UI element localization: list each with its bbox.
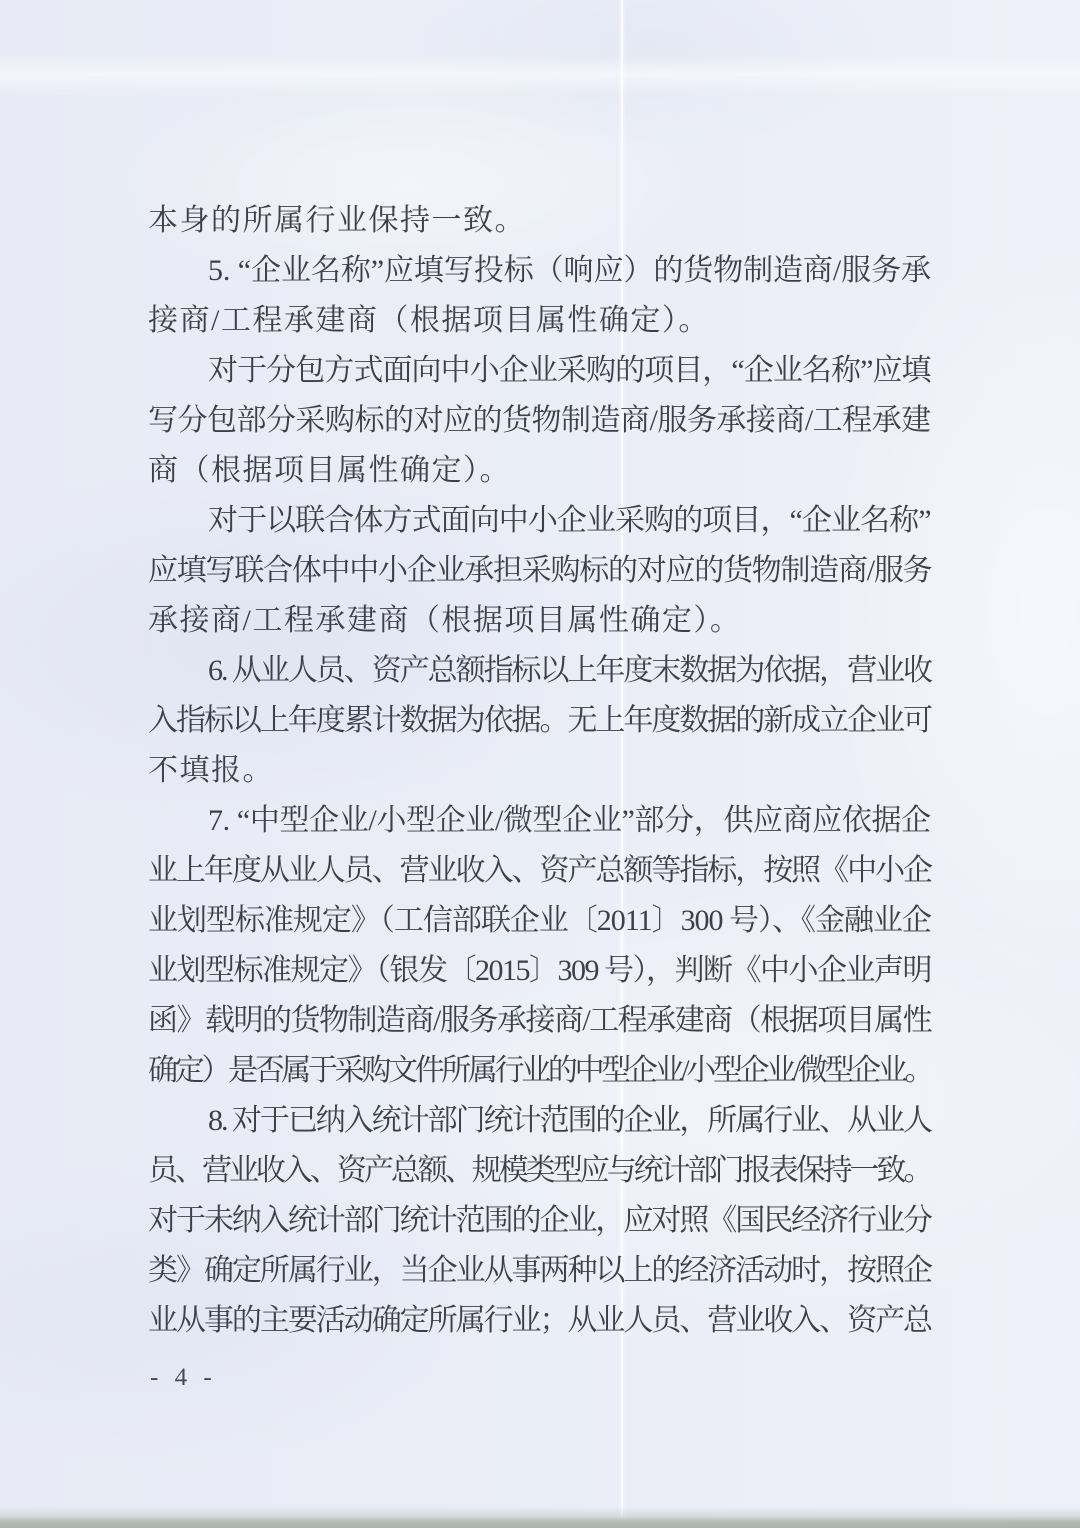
text-line-content: 商（根据项目属性确定）。 (148, 454, 511, 487)
text-line-5 (148, 396, 931, 446)
text-line-11 (148, 696, 931, 746)
text-line-7 (148, 496, 931, 546)
text-line-15 (148, 896, 931, 946)
text-line-content: 业上年度从业人员、营业收入、资产总额等指标，按照《中小企 (148, 854, 931, 887)
text-line-8 (148, 546, 931, 596)
text-line-content: 不填报。 (148, 754, 274, 787)
text-line-content: 入指标以上年度累计数据为依据。无上年度数据的新成立企业可 (148, 704, 931, 737)
text-line-content: 接商/工程承建商（根据项目属性确定）。 (148, 304, 710, 337)
text-line-22 (148, 1246, 931, 1296)
text-line-10 (148, 646, 931, 696)
text-line-content: 员、营业收入、资产总额、规模类型应与统计部门报表保持一致。 (148, 1154, 931, 1187)
text-line-content: 本身的所属行业保持一致。 (148, 204, 526, 237)
text-line-content: 确定）是否属于采购文件所属行业的中型企业/小型企业/微型企业。 (148, 1054, 932, 1087)
scan-bottom-edge (0, 1506, 1080, 1528)
text-line-13 (148, 796, 931, 846)
text-line-content: 对于以联合体方式面向中小企业采购的项目，“企业名称” (208, 504, 931, 537)
text-line-content: 对于未纳入统计部门统计范围的企业，应对照《国民经济行业分 (148, 1204, 931, 1237)
text-line-23 (148, 1296, 931, 1346)
text-line-21 (148, 1196, 931, 1246)
text-line-12 (148, 746, 931, 796)
text-line-14 (148, 846, 931, 896)
text-line-content: 8. 对于已纳入统计部门统计范围的企业，所属行业、从业人 (208, 1104, 931, 1137)
document-text-block (148, 196, 931, 1346)
text-line-content: 业划型标准规定》（银发〔2015〕309 号），判断《中小企业声明 (148, 954, 931, 987)
text-line-16 (148, 946, 931, 996)
text-line-content: 对于分包方式面向中小企业采购的项目，“企业名称”应填 (208, 354, 931, 387)
text-line-6 (148, 446, 931, 496)
text-line-content: 承接商/工程承建商（根据项目属性确定）。 (148, 604, 742, 637)
text-line-4 (148, 346, 931, 396)
text-line-content: 函》载明的货物制造商/服务承接商/工程承建商（根据项目属性 (148, 1004, 932, 1037)
text-line-content: 6. 从业人员、资产总额指标以上年度末数据为依据，营业收 (208, 654, 931, 687)
text-line-18 (148, 1046, 931, 1096)
text-line-content: 写分包部分采购标的对应的货物制造商/服务承接商/工程承建 (148, 404, 931, 437)
text-line-9 (148, 596, 931, 646)
text-line-content: 类》确定所属行业，当企业从事两种以上的经济活动时，按照企 (148, 1254, 931, 1287)
text-line-content: 应填写联合体中中小企业承担采购标的对应的货物制造商/服务 (148, 554, 932, 587)
page-number: - 4 - (150, 1364, 217, 1391)
text-line-19 (148, 1096, 931, 1146)
text-line-2 (148, 246, 931, 296)
text-line-content: 7. “中型企业/小型企业/微型企业”部分，供应商应依据企 (208, 804, 931, 837)
text-line-1 (148, 196, 931, 246)
text-line-content: 业从事的主要活动确定所属行业；从业人员、营业收入、资产总 (148, 1304, 931, 1337)
text-line-3 (148, 296, 931, 346)
text-line-20 (148, 1146, 931, 1196)
text-line-17 (148, 996, 931, 1046)
text-line-content: 5. “企业名称”应填写投标（响应）的货物制造商/服务承 (208, 254, 931, 287)
text-line-content: 业划型标准规定》（工信部联企业〔2011〕300 号）、《金融业企 (148, 904, 931, 937)
